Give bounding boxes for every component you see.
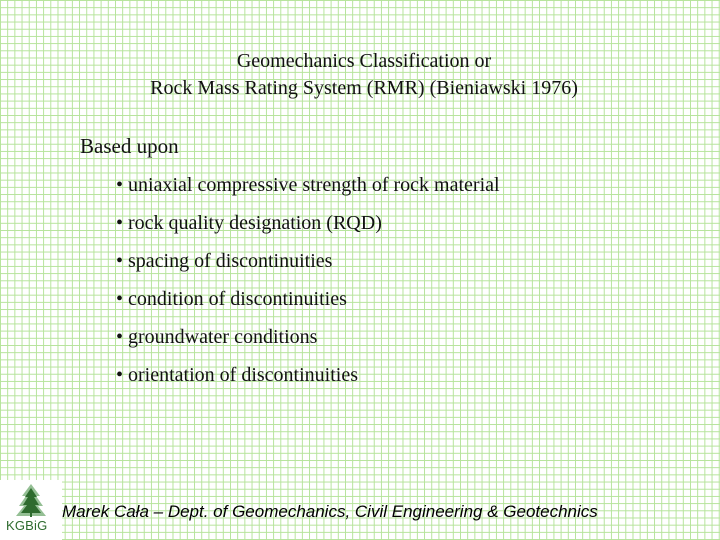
bullet-item-rqd: • rock quality designation (RQD) <box>116 210 500 248</box>
bullet-item-spacing: • spacing of discontinuities <box>116 248 500 286</box>
slide-title <box>0 48 720 102</box>
footer <box>0 480 720 540</box>
bullet-item-ucs: • uniaxial compressive strength of rock material <box>116 172 500 210</box>
bullet-item-orientation: • orientation of discontinuities <box>116 362 500 400</box>
tree-icon <box>4 482 58 518</box>
bullet-list <box>116 172 500 400</box>
bullet-item-groundwater: • groundwater conditions <box>116 324 500 362</box>
logo-label: KGBiG <box>6 518 48 533</box>
slide-title-line2: Rock Mass Rating System (RMR) (Bieniawski 1976) <box>150 77 578 99</box>
bullet-item-condition: • condition of discontinuities <box>116 286 500 324</box>
footer-credit: Marek Cała – Dept. of Geomechanics, Civil Engineering & Geotechnics <box>62 502 598 521</box>
department-logo <box>0 480 62 540</box>
slide-title-line1: Geomechanics Classification or <box>236 50 492 72</box>
intro-text: Based upon <box>80 134 179 158</box>
